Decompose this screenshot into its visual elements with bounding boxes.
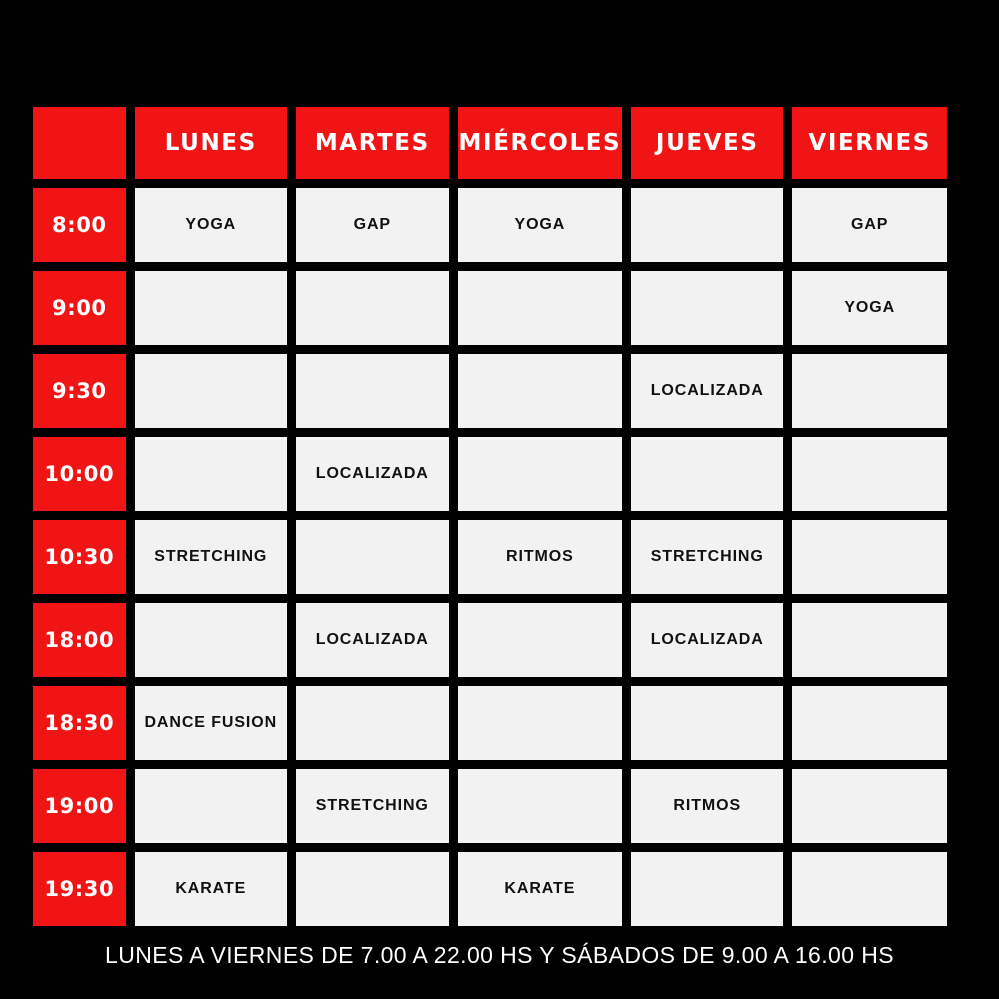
class-cell bbox=[792, 520, 947, 594]
table-row bbox=[33, 437, 947, 511]
corner-cell bbox=[33, 107, 126, 179]
class-cell: LOCALIZADA bbox=[631, 603, 783, 677]
class-cell bbox=[135, 769, 287, 843]
class-cell bbox=[135, 603, 287, 677]
class-cell: YOGA bbox=[792, 271, 947, 345]
time-label-0930: 9:30 bbox=[33, 354, 126, 428]
table-row bbox=[33, 271, 947, 345]
day-header-lunes: LUNES bbox=[135, 107, 287, 179]
class-cell: STRETCHING bbox=[296, 769, 449, 843]
class-cell bbox=[458, 354, 622, 428]
class-cell: GAP bbox=[296, 188, 449, 262]
time-label-1930: 19:30 bbox=[33, 852, 126, 926]
time-label-1030: 10:30 bbox=[33, 520, 126, 594]
class-cell: LOCALIZADA bbox=[296, 603, 449, 677]
class-cell: RITMOS bbox=[458, 520, 622, 594]
class-cell bbox=[792, 852, 947, 926]
class-cell: STRETCHING bbox=[135, 520, 287, 594]
class-cell bbox=[458, 603, 622, 677]
time-label-1900: 19:00 bbox=[33, 769, 126, 843]
time-label-1000: 10:00 bbox=[33, 437, 126, 511]
class-cell bbox=[458, 437, 622, 511]
day-header-jueves: JUEVES bbox=[631, 107, 783, 179]
class-cell bbox=[296, 520, 449, 594]
class-cell bbox=[135, 271, 287, 345]
table-row bbox=[33, 852, 947, 926]
class-cell bbox=[792, 769, 947, 843]
table-row bbox=[33, 769, 947, 843]
class-cell bbox=[296, 852, 449, 926]
class-cell bbox=[458, 271, 622, 345]
class-cell bbox=[296, 686, 449, 760]
time-label-0800: 8:00 bbox=[33, 188, 126, 262]
day-header-miercoles: MIÉRCOLES bbox=[458, 107, 622, 179]
opening-hours-text: LUNES A VIERNES DE 7.00 A 22.00 HS Y SÁBADOS DE 9.00 A 16.00 HS bbox=[105, 942, 894, 968]
class-cell: GAP bbox=[792, 188, 947, 262]
class-cell bbox=[135, 354, 287, 428]
class-cell: STRETCHING bbox=[631, 520, 783, 594]
header-row bbox=[33, 107, 947, 179]
class-cell bbox=[631, 852, 783, 926]
class-cell bbox=[631, 437, 783, 511]
class-cell: KARATE bbox=[135, 852, 287, 926]
schedule-body bbox=[33, 188, 947, 926]
class-cell: RITMOS bbox=[631, 769, 783, 843]
table-row bbox=[33, 686, 947, 760]
class-cell: LOCALIZADA bbox=[296, 437, 449, 511]
class-cell bbox=[792, 437, 947, 511]
class-cell bbox=[631, 271, 783, 345]
class-cell bbox=[458, 769, 622, 843]
day-header-martes: MARTES bbox=[296, 107, 449, 179]
class-cell bbox=[792, 686, 947, 760]
class-cell: YOGA bbox=[458, 188, 622, 262]
class-cell bbox=[631, 188, 783, 262]
table-row bbox=[33, 603, 947, 677]
table-row bbox=[33, 188, 947, 262]
class-cell: KARATE bbox=[458, 852, 622, 926]
class-cell: LOCALIZADA bbox=[631, 354, 783, 428]
class-cell bbox=[296, 354, 449, 428]
table-row bbox=[33, 354, 947, 428]
class-cell bbox=[631, 686, 783, 760]
day-header-viernes: VIERNES bbox=[792, 107, 947, 179]
table-row bbox=[33, 520, 947, 594]
schedule-header bbox=[33, 107, 947, 179]
class-cell: DANCE FUSION bbox=[135, 686, 287, 760]
weekly-schedule-table bbox=[24, 98, 956, 935]
class-cell bbox=[135, 437, 287, 511]
time-label-1830: 18:30 bbox=[33, 686, 126, 760]
time-label-0900: 9:00 bbox=[33, 271, 126, 345]
class-cell bbox=[792, 354, 947, 428]
class-cell bbox=[458, 686, 622, 760]
class-cell: YOGA bbox=[135, 188, 287, 262]
class-cell bbox=[296, 271, 449, 345]
class-cell bbox=[792, 603, 947, 677]
time-label-1800: 18:00 bbox=[33, 603, 126, 677]
